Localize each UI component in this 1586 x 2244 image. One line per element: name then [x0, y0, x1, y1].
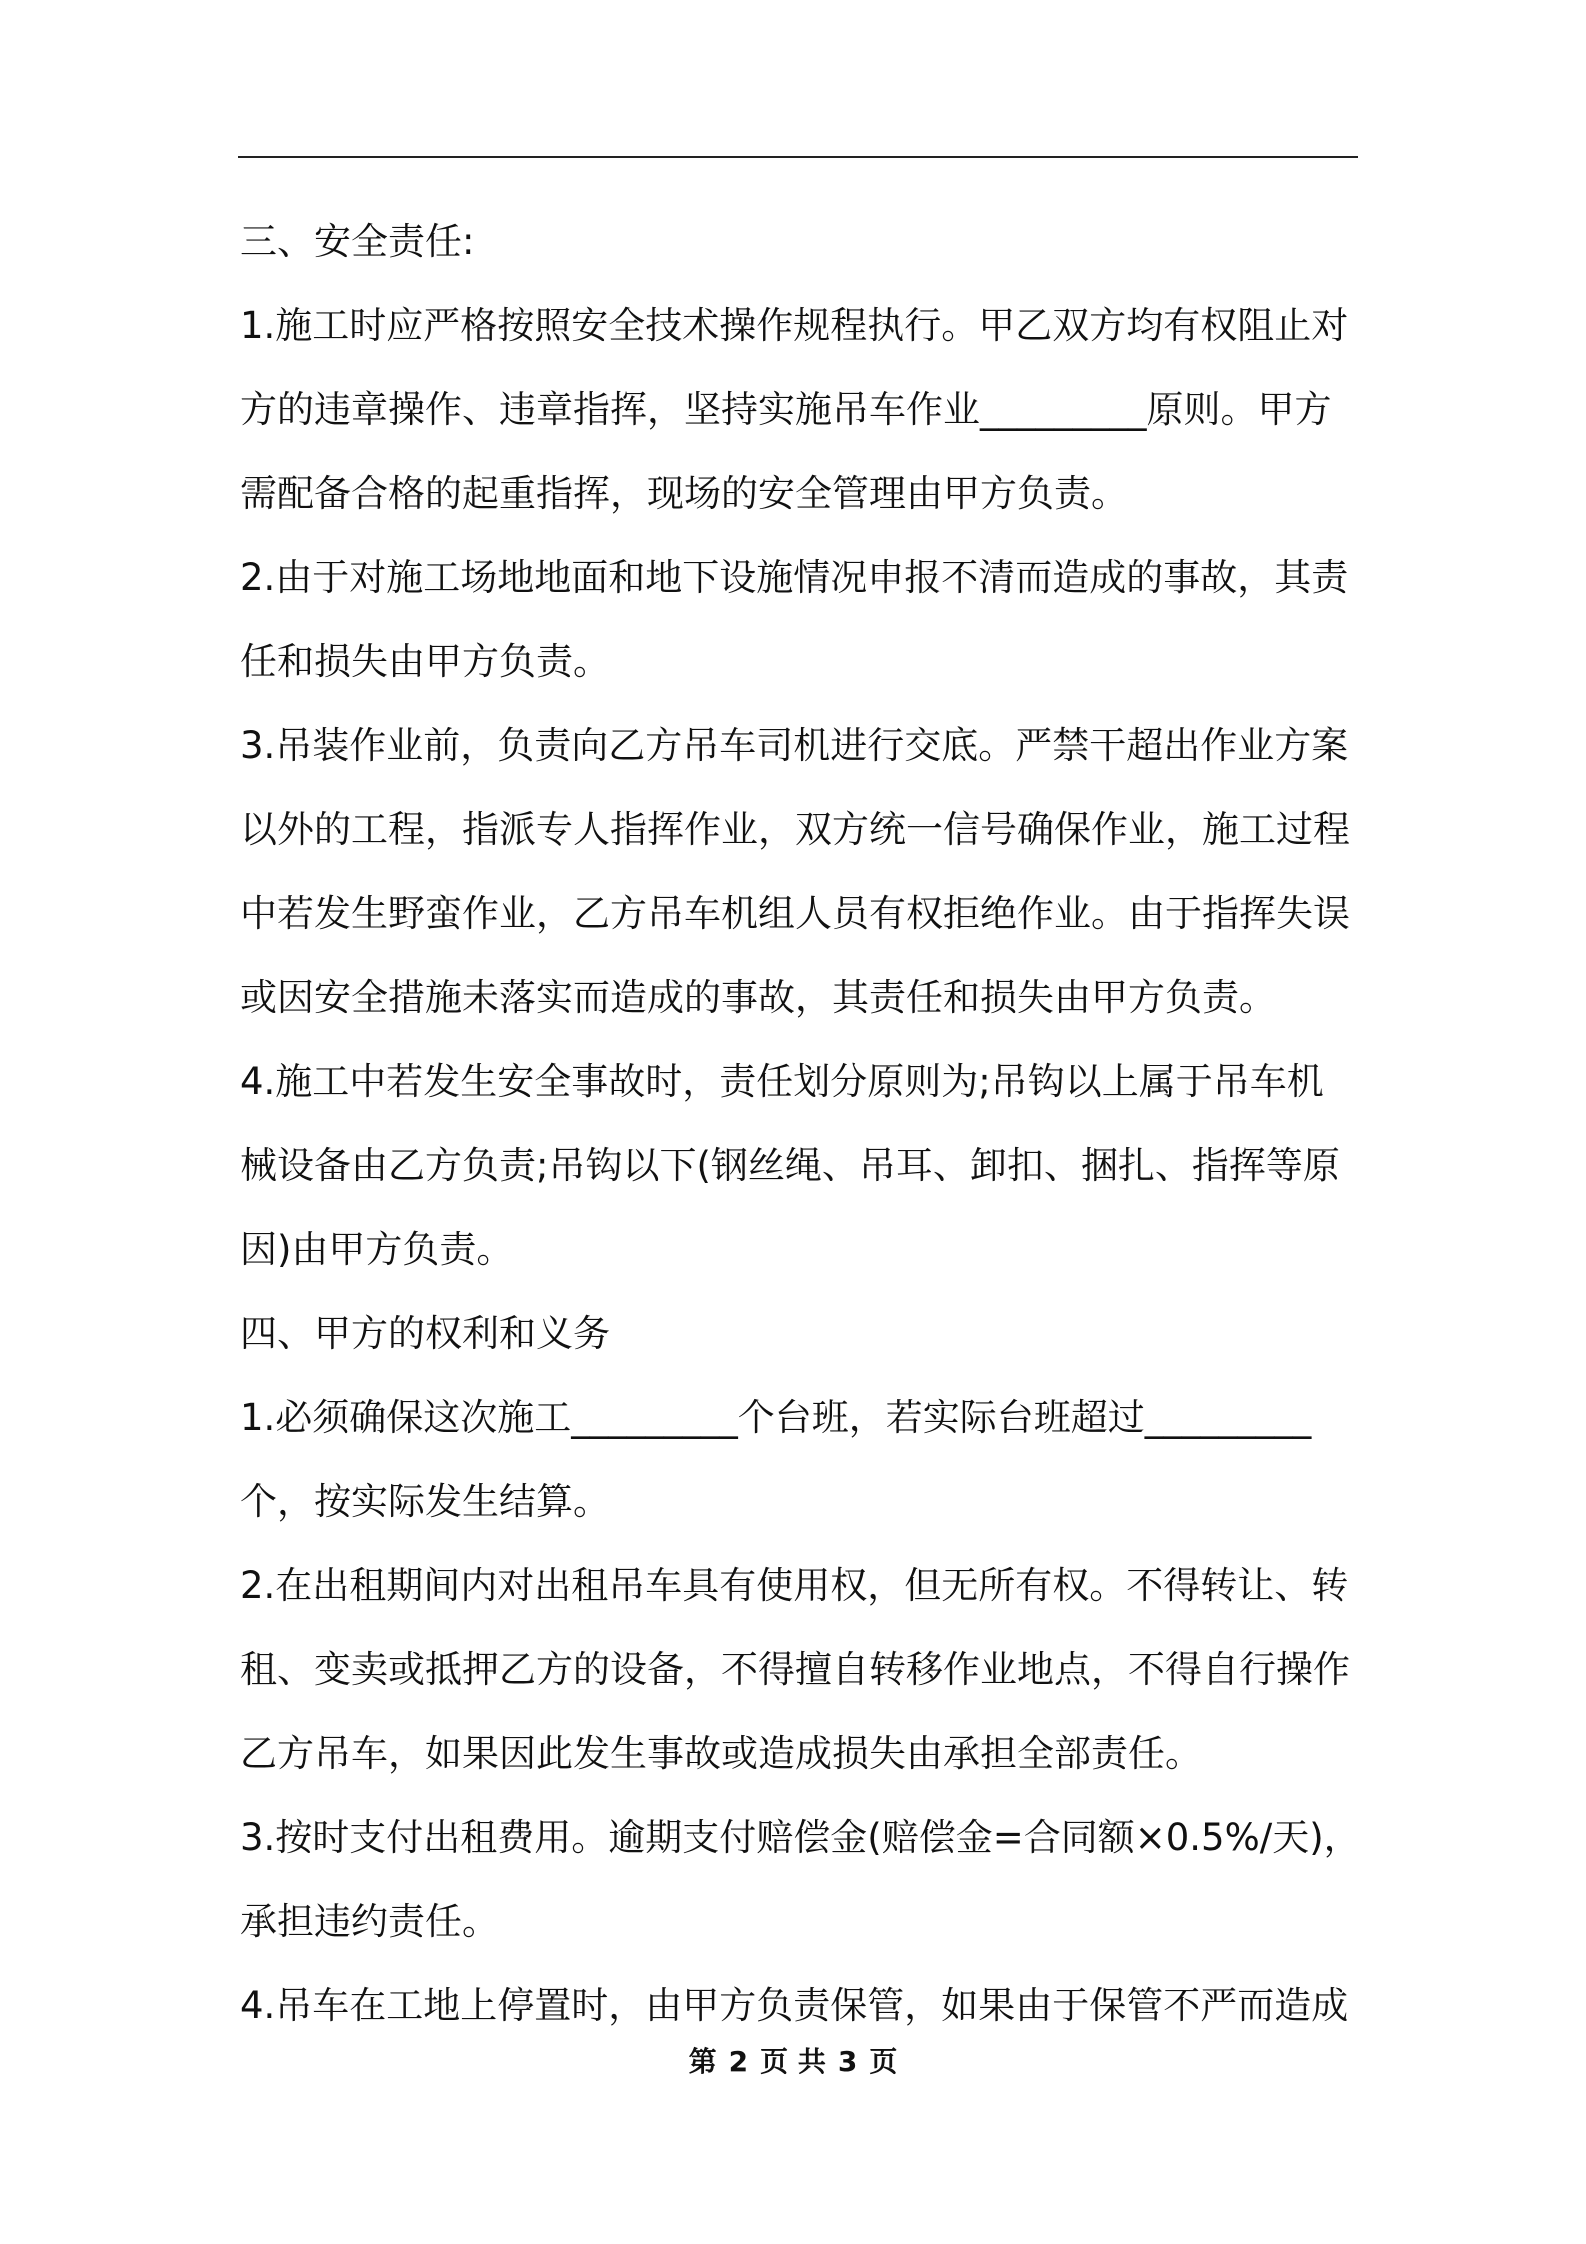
paragraph-line: 2.在出租期间内对出租吊车具有使用权，但无所有权。不得转让、转 — [240, 1564, 1349, 1607]
paragraph-line: 4.吊车在工地上停置时，由甲方负责保管，如果由于保管不严而造成 — [240, 1984, 1349, 2027]
paragraph-line: 3.吊装作业前，负责向乙方吊车司机进行交底。严禁干超出作业方案 — [240, 724, 1349, 767]
footer-middle: 页 共 — [760, 2045, 826, 2078]
paragraph-line: 械设备由乙方负责;吊钩以下(钢丝绳、吊耳、卸扣、捆扎、指挥等原 — [240, 1144, 1340, 1187]
total-pages-number: 3 — [837, 2045, 858, 2078]
paragraph-line: 4.施工中若发生安全事故时，责任划分原则为;吊钩以上属于吊车机 — [240, 1060, 1324, 1103]
paragraph-line: 乙方吊车，如果因此发生事故或造成损失由承担全部责任。 — [240, 1732, 1202, 1775]
paragraph-line: 2.由于对施工场地地面和地下设施情况申报不清而造成的事故，其责 — [240, 556, 1349, 599]
paragraph-line: 1.施工时应严格按照安全技术操作规程执行。甲乙双方均有权阻止对 — [240, 304, 1349, 347]
paragraph-line: 租、变卖或抵押乙方的设备，不得擅自转移作业地点，不得自行操作 — [240, 1648, 1350, 1691]
paragraph-line: 3.按时支付出租费用。逾期支付赔偿金(赔偿金=合同额×0.5%/天)， — [240, 1816, 1361, 1859]
header-rule — [238, 156, 1358, 158]
document-body — [240, 200, 1360, 2048]
paragraph-line: 承担违约责任。 — [240, 1900, 499, 1943]
paragraph-line: 因)由甲方负责。 — [240, 1228, 514, 1271]
footer-prefix: 第 — [688, 2045, 717, 2078]
current-page-number: 2 — [728, 2045, 749, 2078]
paragraph-line: 个，按实际发生结算。 — [240, 1480, 610, 1523]
paragraph-line: 方的违章操作、违章指挥，坚持实施吊车作业_________原则。甲方 — [240, 388, 1332, 431]
section-heading: 三、安全责任: — [240, 220, 475, 263]
paragraph-line: 以外的工程，指派专人指挥作业，双方统一信号确保作业，施工过程 — [240, 808, 1350, 851]
paragraph-line: 1.必须确保这次施工_________个台班，若实际台班超过_________ — [240, 1396, 1312, 1439]
paragraph-line: 任和损失由甲方负责。 — [240, 640, 610, 683]
footer-suffix: 页 — [869, 2045, 898, 2078]
paragraph-line: 需配备合格的起重指挥，现场的安全管理由甲方负责。 — [240, 472, 1128, 515]
page-footer — [0, 2040, 1586, 2080]
paragraph-line: 或因安全措施未落实而造成的事故，其责任和损失由甲方负责。 — [240, 976, 1276, 1019]
section-heading: 四、甲方的权利和义务 — [240, 1312, 610, 1355]
paragraph-line: 中若发生野蛮作业，乙方吊车机组人员有权拒绝作业。由于指挥失误 — [240, 892, 1350, 935]
